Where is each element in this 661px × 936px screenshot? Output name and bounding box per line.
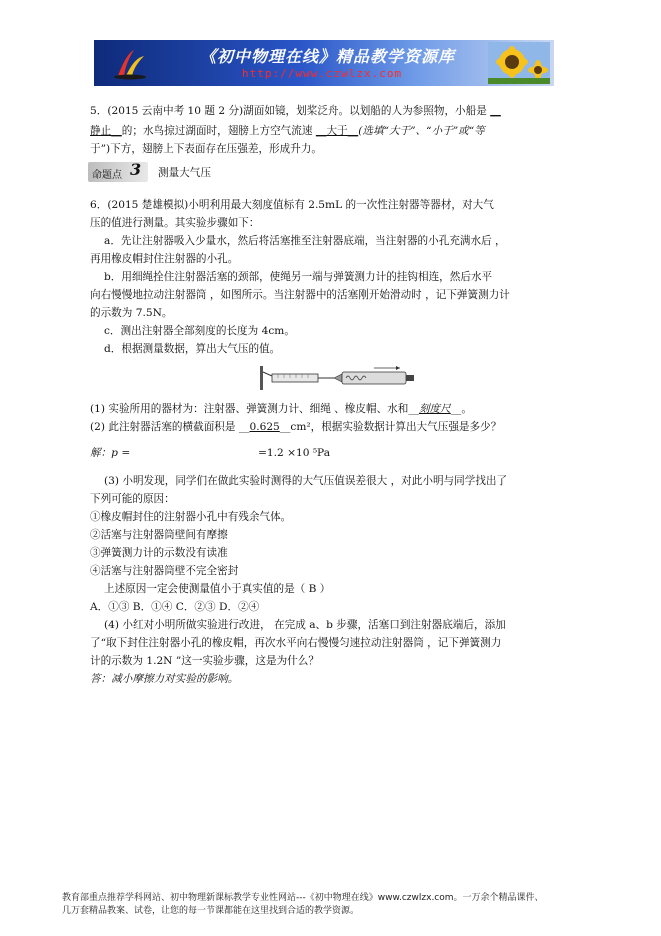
sunflower-icon bbox=[488, 42, 550, 84]
q6-reason-1: ①橡皮帽封住的注射器小孔中有残余气体。 bbox=[90, 511, 292, 523]
q6-solution-label: 解：p = bbox=[90, 447, 131, 459]
q6-reason-3: ③弹簧测力计的示数没有读准 bbox=[90, 547, 228, 559]
q6-part2 bbox=[90, 420, 501, 434]
q6-step-b1: b．用细绳拴住注射器活塞的颈部，使绳另一端与弹簧测力计的挂钩相连，然后水平 bbox=[104, 271, 493, 283]
q6-part2-answer: 0.625 bbox=[249, 421, 280, 433]
header-banner bbox=[94, 40, 554, 86]
q6-part3-line1: (3) 小明发现，同学们在做此实验时测得的大气压值误差很大 ，对此小明与同学找出了 bbox=[104, 475, 508, 487]
q6-solution-result: =1.2 ×10 ⁵Pa bbox=[258, 447, 331, 459]
q5-line1 bbox=[90, 104, 501, 118]
section-tag-number: 3 bbox=[130, 160, 142, 179]
q6-part2-text: (2) 此注射器活塞的横截面积是 __ bbox=[90, 421, 250, 433]
q6-reason-2: ②活塞与注射器筒壁间有摩擦 bbox=[90, 529, 228, 541]
q5-blank: __ bbox=[490, 105, 501, 117]
q6-reason-4: ④活塞与注射器筒壁不完全密封 bbox=[90, 565, 239, 577]
q6-part1-answer: 刻度尺 bbox=[418, 403, 451, 415]
q6-step-b3: 的示数为 7.5N。 bbox=[90, 307, 173, 319]
q6-part1-text: (1) 实验所用的器材为：注射器、弹簧测力计、细绳 、橡皮帽、水和__ bbox=[90, 403, 419, 415]
q6-step-d: d．根据测量数据，算出大气压的值。 bbox=[104, 343, 281, 355]
q6-question: 上述原因一定会使测量值小于真实值的是（ B ） bbox=[104, 583, 331, 595]
logo-icon bbox=[112, 46, 148, 80]
q6-part4-line3: 计的示数为 1.2N ”这一实验步骤，这是为什么？ bbox=[90, 655, 319, 667]
banner-url[interactable]: http://www.czwlzx.com bbox=[242, 67, 403, 80]
q6-step-c: c．测出注射器全部刻度的长度为 4cm。 bbox=[104, 325, 295, 337]
q6-options: A．①③ B．①④ C．②③ D．②④ bbox=[90, 601, 260, 613]
q6-step-a1: a．先让注射器吸入少量水，然后将活塞推至注射器底端，当注射器的小孔充满水后 ， bbox=[104, 235, 506, 247]
spring-scale bbox=[342, 372, 406, 384]
section-tag-text: 命题点 bbox=[92, 170, 122, 181]
q5-line3: 于”)下方，翅膀上下表面存在压强差，形成升力。 bbox=[90, 143, 323, 155]
banner-title: 《初中物理在线》精品教学资源库 bbox=[200, 47, 456, 66]
q6-step-a2: 再用橡皮帽封住注射器的小孔。 bbox=[90, 253, 239, 265]
q6-part2-suffix: __cm²，根据实验数据计算出大气压强是多少？ bbox=[279, 421, 502, 433]
syringe-barrel bbox=[272, 374, 318, 382]
q6-part3-line2: 下列可能的原因： bbox=[90, 493, 175, 505]
q5-hint: (选填“大于”、“小于”或“等 bbox=[358, 125, 485, 137]
q6-answer: 答：减小摩擦力对实验的影响。 bbox=[90, 673, 239, 685]
q5-text2: 的；水鸟掠过湖面时，翅膀上方空气流速 bbox=[121, 125, 316, 137]
q6-intro1: 6．(2015 楚雄模拟)小明利用最大刻度值标有 2.5mL 的一次性注射器等器材，对大气 bbox=[90, 199, 494, 211]
q5-answer2: __大于__ bbox=[315, 125, 359, 137]
footer-line2: 几万套精品教案、试卷，让您的每一节课都能在这里找到合适的教学资源。 bbox=[62, 906, 360, 916]
q5-answer1: 静止__ bbox=[90, 125, 122, 137]
syringe-figure bbox=[258, 364, 418, 394]
q6-intro2: 压的值进行测量。其实验步骤如下： bbox=[90, 217, 260, 229]
q5-line2 bbox=[90, 124, 485, 138]
q6-part4-line2: 了“取下封住注射器小孔的橡皮帽，再次水平向右慢慢匀速拉动注射器筒 ，记下弹簧测力 bbox=[90, 637, 502, 649]
section-tag bbox=[88, 162, 148, 182]
q6-part1-suffix: __。 bbox=[450, 403, 472, 415]
wall-mount bbox=[260, 366, 263, 390]
footer-line1: 教育部重点推荐学科网站、初中物理新课标教学专业性网站---《初中物理在线》www.czwlzx.com。一万余个精品课件、 bbox=[62, 893, 544, 903]
q6-step-b2: 向右慢慢地拉动注射器筒 ，如图所示。当注射器中的活塞刚开始滑动时 ，记下弹簧测力计 bbox=[90, 289, 510, 301]
section-title: 测量大气压 bbox=[158, 167, 211, 179]
q6-part1 bbox=[90, 402, 472, 416]
q6-part4-line1: (4) 小红对小明所做实验进行改进， 在完成 a、b 步骤，活塞口到注射器底端后，添加 bbox=[104, 619, 506, 631]
q5-text: 5．(2015 云南中考 10 题 2 分)湖面如镜，划桨泛舟。以划船的人为参照物，小船是 bbox=[90, 105, 491, 117]
